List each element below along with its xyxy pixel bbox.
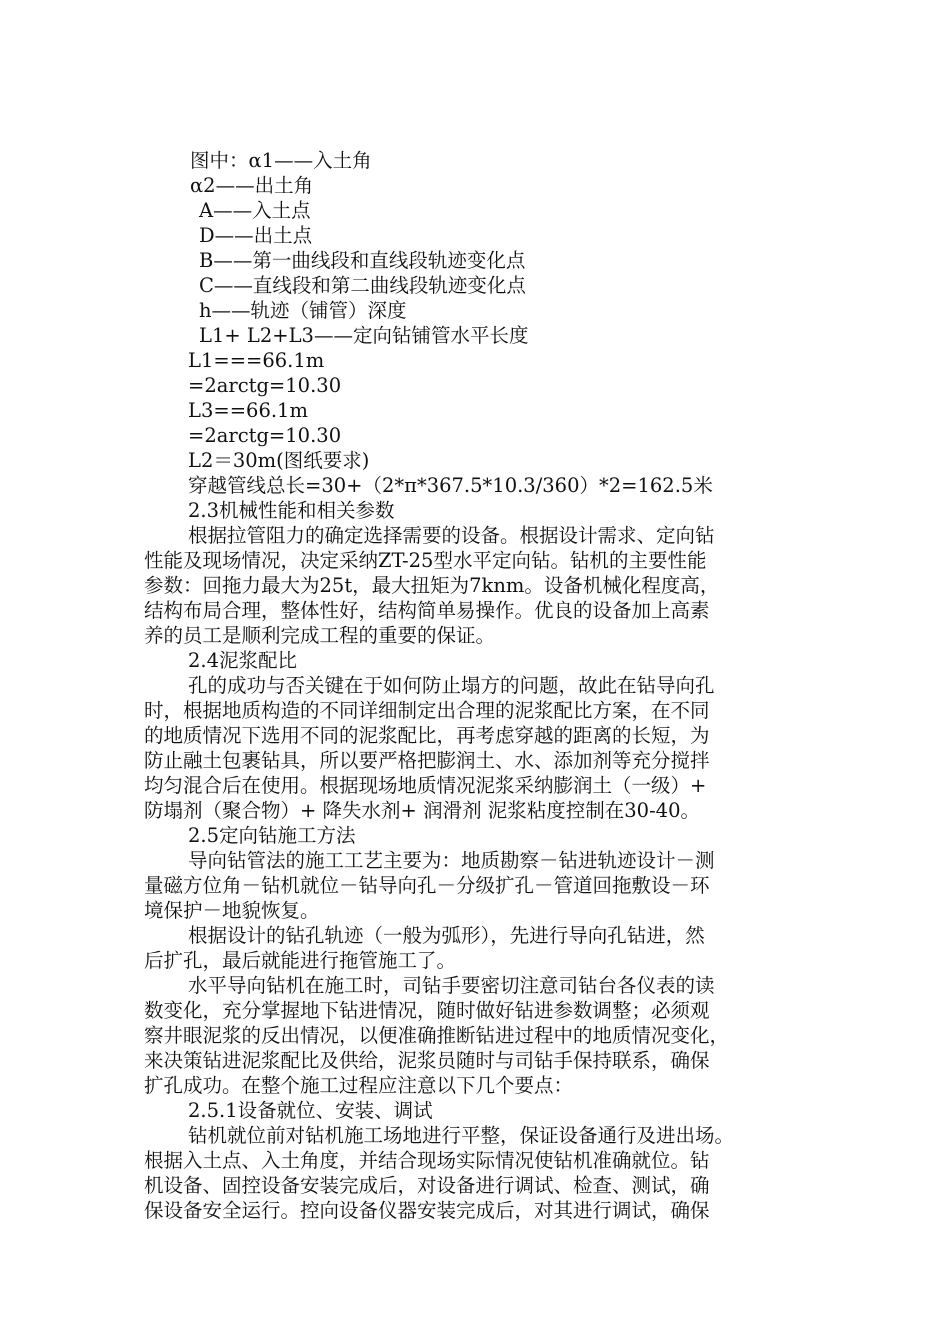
- paragraph-line: 根据入土点、入土角度，并结合现场实际情况使钻机准确就位。钻: [144, 1149, 710, 1172]
- paragraph-line: 的地质情况下选用不同的泥浆配比，再考虑穿越的距离的长短，为: [144, 724, 710, 747]
- paragraph-line: 养的员工是顺利完成工程的重要的保证。: [144, 624, 496, 647]
- paragraph-line: 钻机就位前对钻机施工场地进行平整，保证设备通行及进出场。: [188, 1124, 735, 1147]
- paragraph-line: 孔的成功与否关键在于如何防止塌方的问题，故此在钻导向孔: [188, 674, 715, 697]
- paragraph-line: 机设备、固控设备安装完成后，对设备进行调试、检查、测试，确: [144, 1174, 710, 1197]
- section-heading-2-4: 2.4泥浆配比: [188, 649, 298, 672]
- formula-line-l3: L3==66.1m: [188, 399, 308, 422]
- formula-line-total: 穿越管线总长=30+（2*π*367.5*10.3/360）*2=162.5米: [188, 474, 713, 497]
- legend-line-alpha2: α2——出土角: [190, 174, 314, 197]
- paragraph-line: 后扩孔，最后就能进行拖管施工了。: [144, 949, 457, 972]
- paragraph-line: 根据拉管阻力的确定选择需要的设备。根据设计需求、定向钻: [188, 524, 715, 547]
- paragraph-line: 境保护－地貌恢复。: [144, 899, 320, 922]
- paragraph-line: 时，根据地质构造的不同详细制定出合理的泥浆配比方案，在不同: [144, 699, 710, 722]
- legend-line-c: C——直线段和第二曲线段轨迹变化点: [199, 274, 526, 297]
- section-heading-2-5-1: 2.5.1设备就位、安装、调试: [188, 1099, 433, 1122]
- legend-line-h: h——轨迹（铺管）深度: [199, 299, 407, 322]
- paragraph-line: 来决策钻进泥浆配比及供给，泥浆员随时与司钻手保持联系，确保: [144, 1049, 710, 1072]
- paragraph-line: 参数：回拖力最大为25t，最大扭矩为7knm。设备机械化程度高，: [144, 574, 720, 597]
- legend-line-a: A——入土点: [199, 199, 311, 222]
- paragraph-line: 量磁方位角－钻机就位－钻导向孔－分级扩孔－管道回拖敷设－环: [144, 874, 710, 897]
- paragraph-line: 扩孔成功。在整个施工过程应注意以下几个要点：: [144, 1074, 574, 1097]
- paragraph-line: 性能及现场情况，决定采纳ZT-25型水平定向钻。钻机的主要性能: [144, 549, 707, 572]
- legend-line-alpha1: 图中：α1——入土角: [190, 149, 372, 172]
- formula-line-angle2: =2arctg=10.30: [188, 424, 342, 447]
- paragraph-line: 水平导向钻机在施工时，司钻手要密切注意司钻台各仪表的读: [188, 974, 715, 997]
- paragraph-line: 数变化，充分掌握地下钻进情况，随时做好钻进参数调整；必须观: [144, 999, 710, 1022]
- formula-line-l1: L1===66.1m: [188, 349, 325, 372]
- paragraph-line: 防塌剂（聚合物）+ 降失水剂+ 润滑剂 泥浆粘度控制在30-40。: [144, 799, 700, 822]
- legend-line-b: B——第一曲线段和直线段轨迹变化点: [199, 249, 526, 272]
- formula-line-l2: L2＝30m(图纸要求): [188, 449, 370, 472]
- paragraph-line: 察井眼泥浆的反出情况，以便准确推断钻进过程中的地质情况变化，: [144, 1024, 730, 1047]
- paragraph-line: 导向钻管法的施工工艺主要为：地质勘察－钻进轨迹设计－测: [188, 849, 715, 872]
- paragraph-line: 均匀混合后在使用。根据现场地质情况泥浆采纳膨润土（一级）+: [144, 774, 707, 797]
- legend-line-d: D——出土点: [199, 224, 313, 247]
- legend-line-length: L1+ L2+L3——定向钻铺管水平长度: [199, 324, 529, 347]
- paragraph-line: 根据设计的钻孔轨迹（一般为弧形），先进行导向孔钻进，然: [188, 924, 705, 947]
- formula-line-angle1: =2arctg=10.30: [188, 374, 342, 397]
- paragraph-line: 保设备安全运行。控向设备仪器安装完成后，对其进行调试，确保: [144, 1199, 710, 1222]
- paragraph-line: 结构布局合理，整体性好，结构简单易操作。优良的设备加上高素: [144, 599, 710, 622]
- section-heading-2-3: 2.3机械性能和相关参数: [188, 499, 395, 522]
- paragraph-line: 防止融土包裹钻具，所以要严格把膨润土、水、添加剂等充分搅拌: [144, 749, 710, 772]
- section-heading-2-5: 2.5定向钻施工方法: [188, 824, 356, 847]
